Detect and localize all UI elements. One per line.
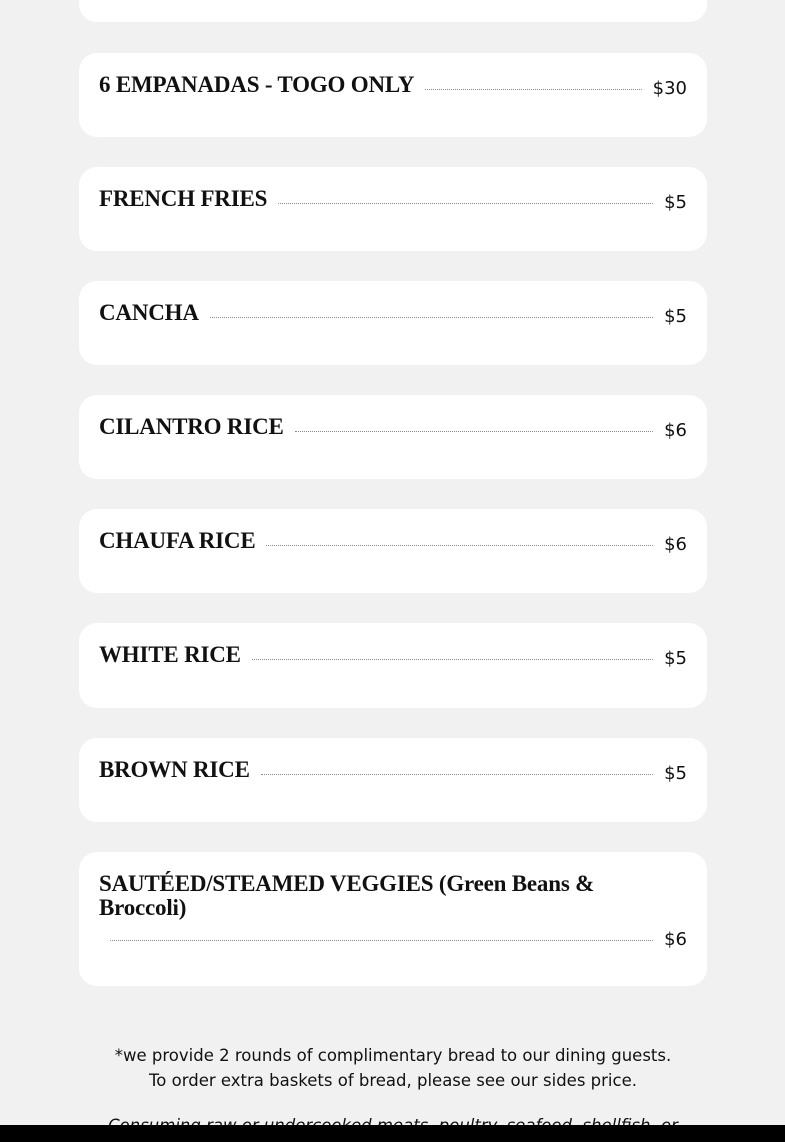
menu-item-price: $5 bbox=[664, 306, 687, 327]
menu-item-name: CHAUFA RICE bbox=[99, 528, 256, 553]
menu-item-card bbox=[79, 281, 707, 365]
bread-note bbox=[79, 1043, 707, 1093]
leader-dots bbox=[278, 202, 653, 204]
menu-item-name: BROWN RICE bbox=[99, 757, 250, 782]
menu-item-card bbox=[79, 738, 707, 822]
bread-note-line: *we provide 2 rounds of complimentary bread to our dining guests. bbox=[114, 1046, 672, 1065]
menu-item-name: FRENCH FRIES bbox=[99, 186, 268, 211]
menu-item-row bbox=[99, 930, 687, 948]
menu-item-row bbox=[99, 758, 687, 782]
menu-item-name: SAUTÉED/STEAMED VEGGIES (Green Beans & Broccoli) bbox=[99, 871, 595, 920]
menu-item-row bbox=[99, 415, 687, 439]
menu-item-card bbox=[79, 53, 707, 137]
leader-dots bbox=[252, 658, 653, 660]
leader-dots bbox=[210, 316, 653, 318]
menu-item-row bbox=[99, 643, 687, 667]
menu-item-name: 6 EMPANADAS - TOGO ONLY bbox=[99, 72, 415, 97]
leader-dots bbox=[261, 773, 653, 775]
menu-item-row bbox=[99, 529, 687, 553]
menu-item-price: $6 bbox=[664, 929, 687, 950]
menu-item-card bbox=[79, 509, 707, 593]
leader-dots bbox=[110, 939, 653, 941]
menu-item-price: $30 bbox=[652, 78, 687, 99]
menu-item-price: $6 bbox=[664, 534, 687, 555]
menu-item-row bbox=[99, 187, 687, 211]
menu-item-name: CANCHA bbox=[99, 300, 199, 325]
menu-item-price: $5 bbox=[664, 763, 687, 784]
menu-item-price: $5 bbox=[664, 192, 687, 213]
leader-dots bbox=[425, 88, 641, 90]
menu-item-price: $6 bbox=[664, 420, 687, 441]
bread-note-line: To order extra baskets of bread, please see our sides price. bbox=[149, 1071, 637, 1090]
menu-item-name: WHITE RICE bbox=[99, 642, 241, 667]
menu-item-card-partial bbox=[79, 0, 707, 22]
leader-dots bbox=[266, 544, 653, 546]
leader-dots bbox=[295, 430, 653, 432]
menu-item-card bbox=[79, 623, 707, 708]
menu-item-name: CILANTRO RICE bbox=[99, 414, 284, 439]
menu-item-row bbox=[99, 73, 687, 97]
menu-item-card bbox=[79, 852, 707, 986]
menu-item-row bbox=[99, 301, 687, 325]
bottom-bar bbox=[0, 1125, 785, 1142]
menu-item-card bbox=[79, 395, 707, 479]
menu-item-card bbox=[79, 167, 707, 251]
menu-item-price: $5 bbox=[664, 648, 687, 669]
